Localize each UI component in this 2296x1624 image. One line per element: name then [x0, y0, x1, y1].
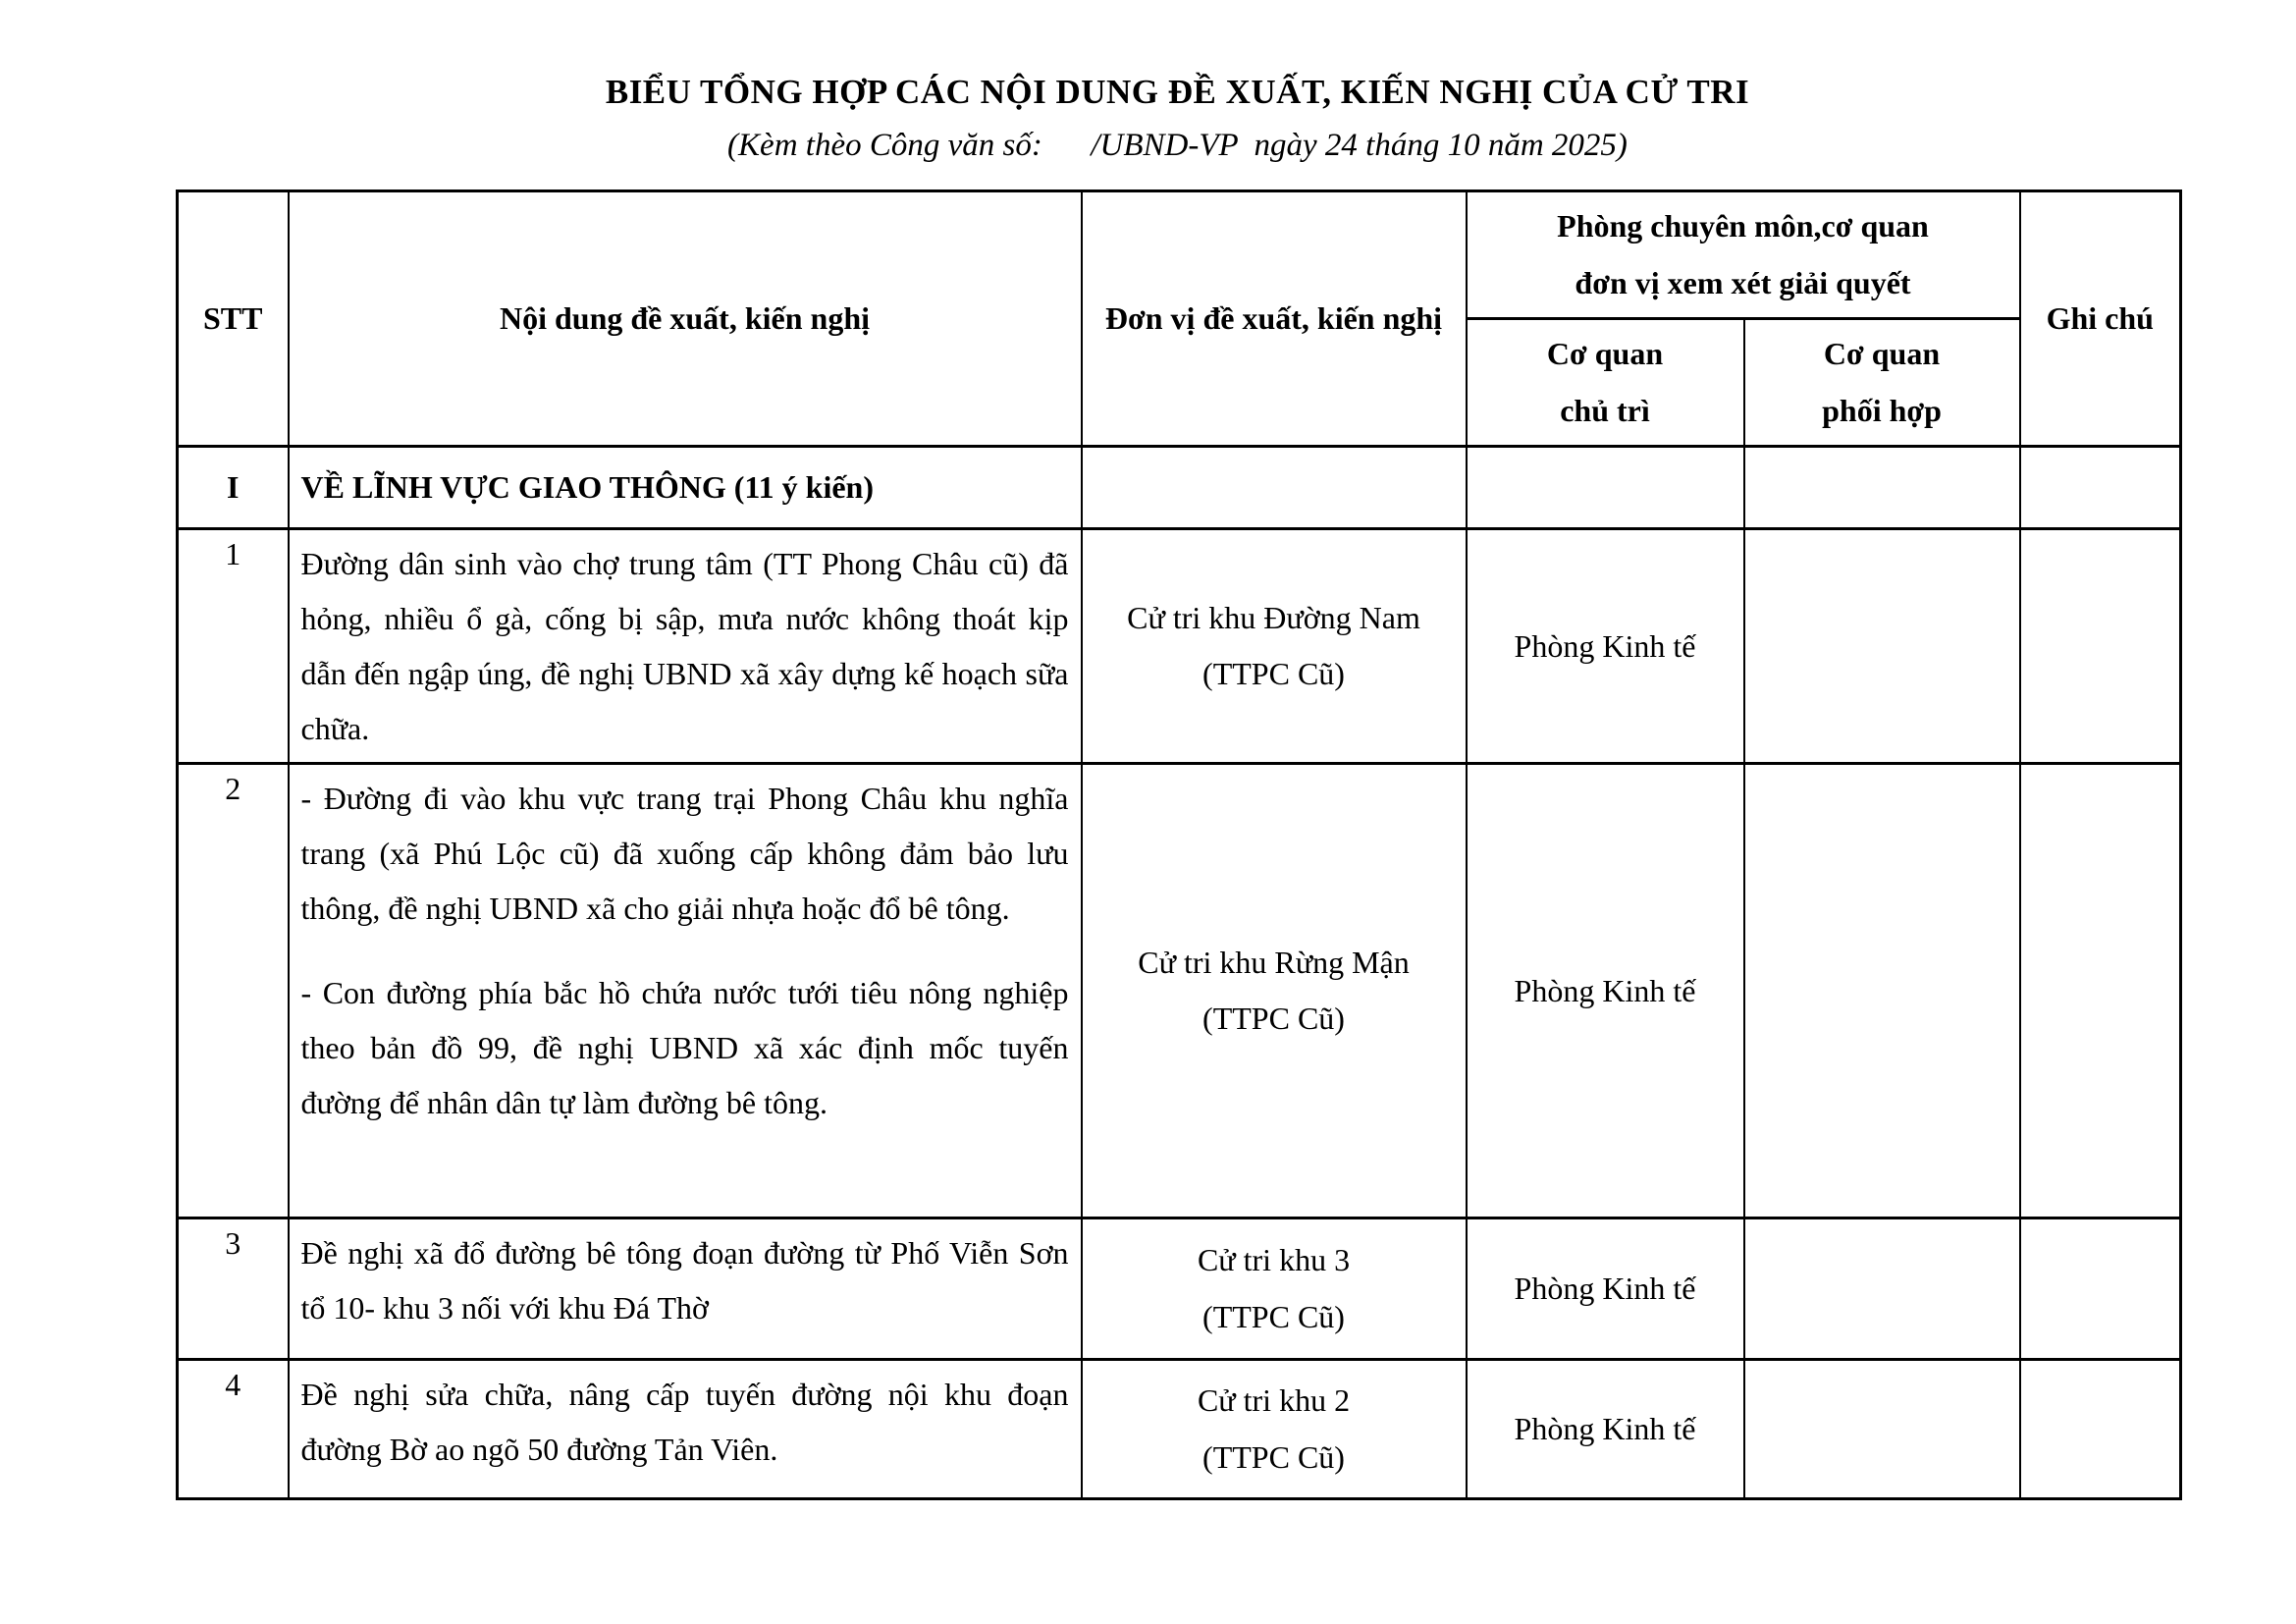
row-lead-agency: Phòng Kinh tế: [1467, 1360, 1744, 1499]
table-row: [178, 764, 2181, 1218]
content-paragraph: Đề nghị xã đổ đường bê tông đoạn đường từ Phố Viễn Sơn tổ 10- khu 3 nối với khu Đá Thờ: [300, 1235, 1069, 1326]
table-header: [178, 191, 2181, 447]
document-body: [176, 0, 2179, 1500]
col-header-coop-agency: [1744, 319, 2020, 447]
row-lead-agency: Phòng Kinh tế: [1467, 529, 1744, 764]
section-title: VỀ LĨNH VỰC GIAO THÔNG (11 ý kiến): [289, 447, 1082, 529]
row-content: [289, 529, 1082, 764]
dept-group-line-1: Phòng chuyên môn,cơ quan: [1557, 208, 1929, 244]
unit-line-2: (TTPC Cũ): [1202, 1001, 1345, 1037]
row-note: [2020, 1360, 2181, 1499]
content-paragraph: - Đường đi vào khu vực trang trại Phong Châu khu nghĩa trang (xã Phú Lộc cũ) đã xuống cấp không đảm bảo lưu thông, đề nghị UBND xã cho giải nhựa hoặc đổ bê tông.: [300, 781, 1069, 927]
col-header-dept-group: [1467, 191, 2020, 319]
row-unit: [1082, 1360, 1467, 1499]
table-row: [178, 1218, 2181, 1360]
unit-line-1: Cử tri khu 2: [1197, 1382, 1351, 1419]
table-row: [178, 1360, 2181, 1499]
col-header-stt: STT: [178, 191, 289, 447]
row-unit: [1082, 529, 1467, 764]
section-coop-cell: [1744, 447, 2020, 529]
col-header-note: Ghi chú: [2020, 191, 2181, 447]
lead-header-line-2: chủ trì: [1560, 392, 1650, 428]
unit-line-2: (TTPC Cũ): [1202, 1298, 1345, 1334]
dept-group-line-2: đơn vị xem xét giải quyết: [1575, 264, 1911, 300]
section-note-cell: [2020, 447, 2181, 529]
row-coop-agency: [1744, 529, 2020, 764]
petitions-table: [176, 189, 2182, 1500]
row-unit: [1082, 1218, 1467, 1360]
row-note: [2020, 529, 2181, 764]
content-paragraph: Đường dân sinh vào chợ trung tâm (TT Phong Châu cũ) đã hỏng, nhiều ổ gà, cống bị sập, mưa nước không thoát kịp dẫn đến ngập úng, đề nghị UBND xã xây dựng kế hoạch sữa chữa.: [300, 546, 1069, 747]
page-title: BIỂU TỔNG HỢP CÁC NỘI DUNG ĐỀ XUẤT, KIẾN NGHỊ CỦA CỬ TRI: [605, 73, 1750, 111]
col-header-lead-agency: [1467, 319, 1744, 447]
unit-line-1: Cử tri khu Đường Nam: [1127, 599, 1420, 635]
header-row-top: [178, 191, 2181, 319]
row-unit: [1082, 764, 1467, 1218]
row-lead-agency: Phòng Kinh tế: [1467, 764, 1744, 1218]
table-row: [178, 529, 2181, 764]
coop-header-line-1: Cơ quan: [1823, 336, 1941, 372]
row-coop-agency: [1744, 764, 2020, 1218]
unit-line-2: (TTPC Cũ): [1202, 656, 1345, 692]
row-stt: 1: [178, 529, 289, 764]
row-content: [289, 764, 1082, 1218]
section-stt: I: [178, 447, 289, 529]
section-unit-cell: [1082, 447, 1467, 529]
row-content: [289, 1360, 1082, 1499]
row-stt: 2: [178, 764, 289, 1218]
page-subtitle: (Kèm thèo Công văn số: /UBND-VP ngày 24 tháng 10 năm 2025): [727, 127, 1628, 163]
row-coop-agency: [1744, 1360, 2020, 1499]
dept-group-lines: [1532, 198, 1954, 311]
unit-line-2: (TTPC Cũ): [1202, 1438, 1345, 1475]
section-lead-cell: [1467, 447, 1744, 529]
row-stt: 4: [178, 1360, 289, 1499]
row-note: [2020, 764, 2181, 1218]
lead-header-line-1: Cơ quan: [1546, 336, 1664, 372]
row-content: [289, 1218, 1082, 1360]
content-paragraph: - Con đường phía bắc hồ chứa nước tưới tiêu nông nghiệp theo bản đồ 99, đề nghị UBND xã xác định mốc tuyến đường để nhân dân tự làm đường bê tông.: [300, 975, 1069, 1121]
coop-header-line-2: phối hợp: [1822, 392, 1942, 428]
unit-line-1: Cử tri khu Rừng Mận: [1138, 944, 1410, 980]
table-body: [178, 447, 2181, 1499]
content-paragraph: Đề nghị sửa chữa, nâng cấp tuyến đường nội khu đoạn đường Bờ ao ngõ 50 đường Tản Viên.: [300, 1377, 1069, 1468]
col-header-content: Nội dung đề xuất, kiến nghị: [289, 191, 1082, 447]
row-note: [2020, 1218, 2181, 1360]
unit-line-1: Cử tri khu 3: [1197, 1242, 1351, 1278]
col-header-unit: Đơn vị đề xuất, kiến nghị: [1082, 191, 1467, 447]
section-row-transport: [178, 447, 2181, 529]
row-lead-agency: Phòng Kinh tế: [1467, 1218, 1744, 1360]
row-stt: 3: [178, 1218, 289, 1360]
row-coop-agency: [1744, 1218, 2020, 1360]
